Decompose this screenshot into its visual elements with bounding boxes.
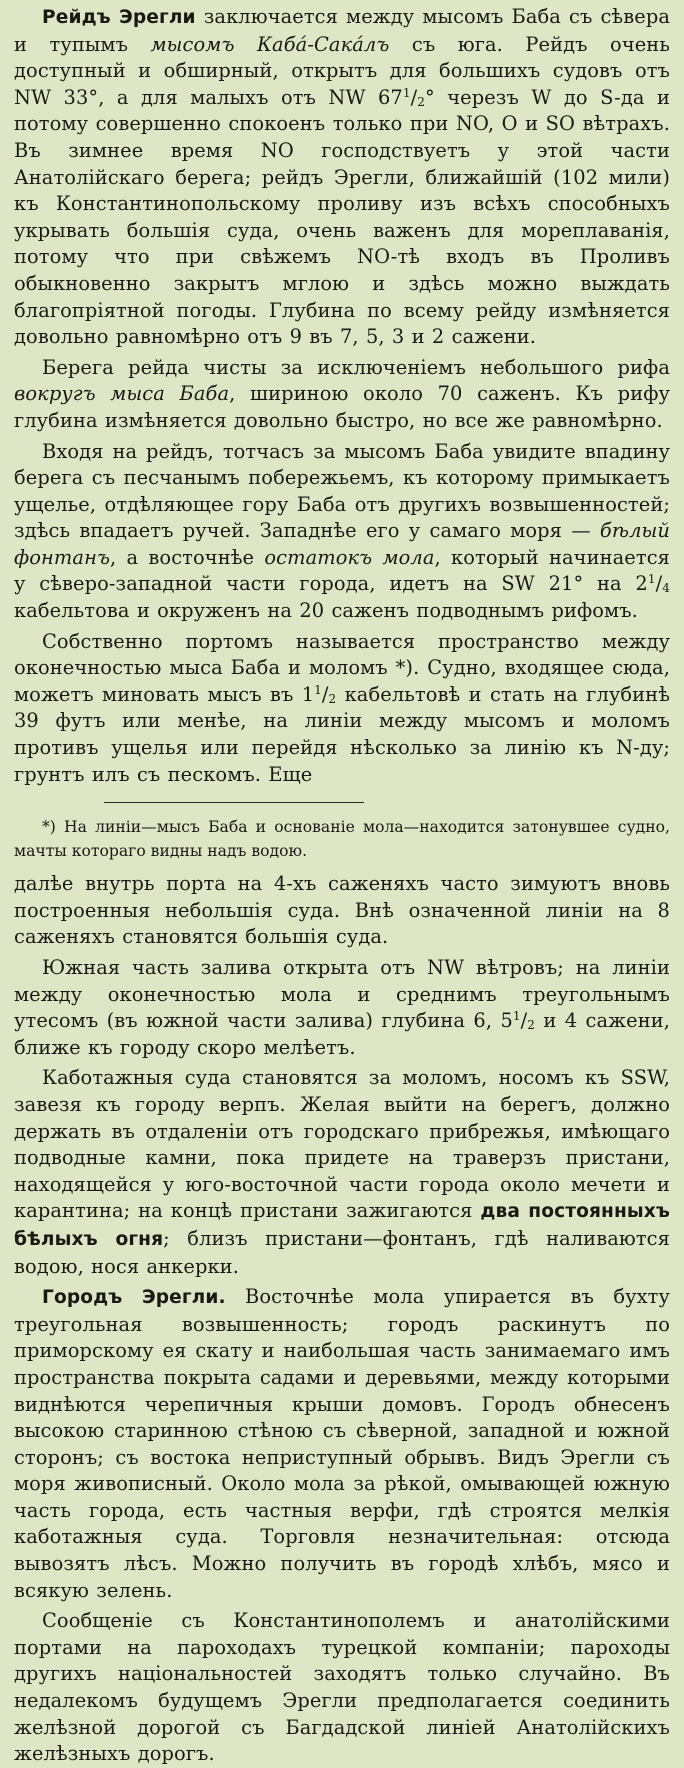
footnote-divider [104, 802, 364, 803]
italic-run: мысомъ Каба́-Сака́лъ [150, 32, 390, 56]
text-run: Сообщеніе съ Константинополемъ и анатолійскими портами на пароходахъ турецкой компаніи; пароходы другихъ національностей заходятъ только случайно. Въ недалекомъ будущемъ Эрегли предполагается соединить желѣзной дорогой съ Багдадской линіей Анатолійскихъ желѣзныхъ дорогъ. [14, 1609, 670, 1766]
text-run: Южная часть залива открыта отъ NW вѣтровъ; на линіи между оконечностью мола и среднимъ треугольнымъ утесомъ (въ южной части залива) глубина 6, 5 [14, 956, 670, 1033]
fraction-numerator: 1 [512, 1009, 521, 1024]
text-run: далѣе внутрь порта на 4-хъ саженяхъ часто зимуютъ вновь построенныя небольшія суда. Внѣ означенной линіи на 8 саженяхъ становятся большія суда. [14, 872, 670, 949]
paragraph-roadstead [14, 4, 670, 351]
text-run: Каботажныя суда становятся за моломъ, носомъ къ SSW, завезя къ городу верпъ. Желая выйти на берегъ, должно держать въ отдаленіи отъ городскаго прибрежья, имѣющаго подводные камни, пока придете на траверзъ пристани, находящейся у юго-восточной части города около мечети и карантина; на концѣ пристани зажигаются [14, 1066, 670, 1223]
text-run: заключается между мысомъ Баба съ сѣвера и тупымъ [14, 5, 670, 56]
text-run: Берега рейда чисты за исключеніемъ небольшого рифа [42, 355, 670, 379]
italic-run: вокругъ мыса Баба [14, 382, 230, 406]
paragraph-town [14, 1284, 670, 1604]
bold-run-lights: два постоянныхъ бѣлыхъ огня [14, 1201, 670, 1250]
fraction-slash: / [321, 682, 329, 706]
text-run: и 4 сажени, ближе къ городу скоро мелѣетъ. [14, 1009, 671, 1059]
text-run: , шириною около 70 саженъ. Къ рифу глубина измѣняется довольно быстро, но все же равномѣрно. [14, 382, 671, 432]
paragraph-port [14, 629, 670, 789]
fraction-denominator: 2 [328, 691, 337, 706]
paragraph-shores [14, 355, 670, 435]
paragraph-communication [14, 1608, 670, 1768]
paragraph-coasting-vessels [14, 1065, 670, 1280]
text-run: ° черезъ W до S-да и потому совершенно спокоенъ только при NO, O и SO вѣтрахъ. Въ зимнее время NO господствуетъ у этой части Анатолійскаго берега; рейдъ Эрегли, ближайшій (102 мили) къ Константинопольскому проливу изъ всѣхъ способныхъ укрывать большія суда, очень важенъ для мореплаванія, потому что при свѣжемъ NO-тѣ входъ въ Проливъ обыкновенно закрытъ мглою и здѣсь можно выждать благопріятной погоды. Глубина по всему рейду измѣняется довольно равномѣрно отъ 9 въ 7, 5, 3 и 2 сажени. [14, 85, 670, 349]
text-run: , который начинается у сѣверо-западной части города, идетъ на SW 21° на 2 [14, 545, 670, 596]
footnote: *) На линіи—мысъ Баба и основаніе мола—находится затонувшее судно, мачты котораго видны надъ водою. [14, 818, 670, 861]
italic-run: остатокъ мола [264, 545, 435, 569]
text-run: Собственно портомъ называется пространство между оконечностью мыса Баба и моломъ *). Судно, входящее сюда, можетъ миновать мысъ въ 1 [14, 629, 670, 706]
text-run: Входя на рейдъ, тотчасъ за мысомъ Баба увидите впадину берега съ песчанымъ побережьемъ, къ которому примыкаетъ ущелье, отдѣляющее гору Баба отъ другихъ возвышенностей; здѣсь впадаетъ ручей. Западнѣе его у самаго моря — [14, 439, 670, 543]
fraction-slash: / [410, 85, 418, 109]
text-run: Восточнѣе мола упирается въ бухту треугольная возвышенность; городъ раскинутъ по приморскому ея скату и наибольшая часть занимаемаго имъ пространства покрыта садами и деревьями, между которыми виднѣются черепичныя крыши домовъ. Городъ обнесенъ высокою старинною стѣною съ сѣверной, западной и южной сторонъ; съ востока неприступный обрывъ. Видъ Эрегли съ моря живописный. Около мола за рѣкой, омывающей южную часть города, есть частныя верфи, гдѣ строятся мелкія каботажныя суда. Торговля незначительная: отсюда вывозятъ лѣсъ. Можно получить въ городѣ хлѣбъ, мясо и всякую зелень. [14, 1285, 670, 1602]
fraction-denominator: 4 [662, 581, 670, 596]
fraction-slash: / [655, 572, 663, 596]
italic-run: бѣлый фонтанъ [14, 519, 670, 569]
fraction-numerator: 1 [647, 572, 656, 587]
fraction-denominator: 2 [417, 94, 425, 109]
fraction-numerator: 1 [402, 85, 411, 100]
text-run: кабельтова и окруженъ на 20 саженъ подводнымъ рифомъ. [14, 599, 638, 623]
fraction-slash: / [520, 1009, 528, 1033]
text-run: съ юга. Рейдъ очень доступный и обширный, открытъ для большихъ судовъ отъ NW 33°, а для малыхъ отъ NW 67 [14, 32, 670, 109]
paragraph-continuation [14, 871, 670, 951]
paragraph-south-bay [14, 955, 670, 1061]
heading-town: Городъ Эрегли. [42, 1287, 226, 1309]
fraction-numerator: 1 [314, 682, 322, 697]
fraction-denominator: 2 [527, 1018, 536, 1033]
paragraph-entering [14, 439, 670, 625]
text-run: кабельтовѣ и стать на глубинѣ 39 футъ или менѣе, на линіи между мысомъ и моломъ противъ ущелья или перейдя нѣсколько за линію къ N-ду; грунтъ илъ съ пескомъ. Еще [14, 682, 670, 786]
text-run: , а восточнѣе [109, 545, 265, 569]
heading-roadstead: Рейдъ Эрегли [42, 7, 196, 28]
text-run: ; близъ пристани—фонтанъ, гдѣ наливаются водою, нося анкерки. [14, 1226, 670, 1278]
